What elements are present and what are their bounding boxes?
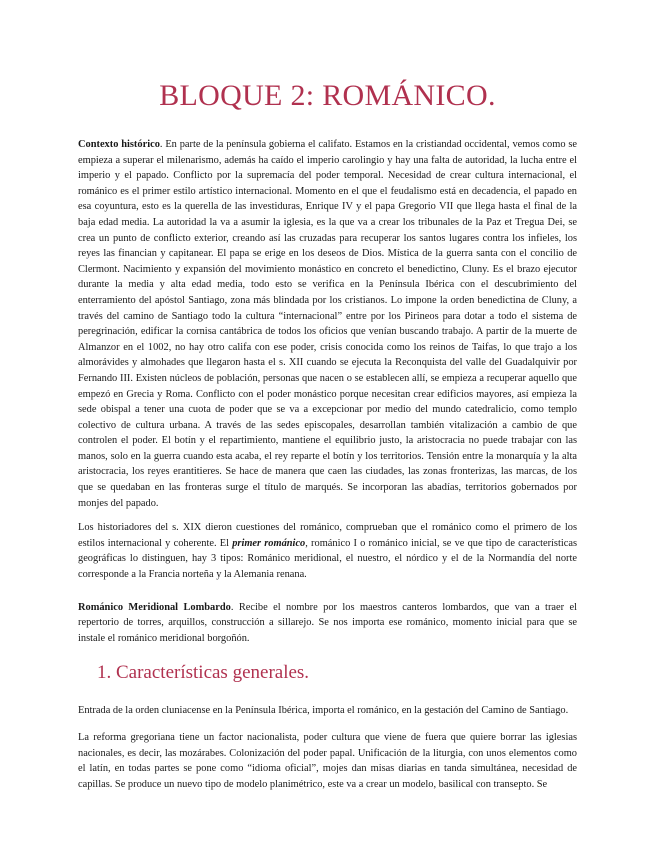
paragraph-lombard-romanesque (78, 600, 577, 647)
paragraph-text: . Recibe el nombre por los maestros canteros lombardos, que van a traer el repertorio de torres, arquillos, construcción a sillarejo. Se nos importa ese románico, momento inicial para que se instale el románico meridional borgoñón. (78, 601, 577, 644)
paragraph-historians (78, 520, 577, 582)
emphasis-primer-romanico: primer románico (232, 537, 306, 549)
document-title: BLOQUE 2: ROMÁNICO. (159, 79, 496, 112)
paragraph-lead: Contexto histórico (78, 139, 160, 150)
paragraph-historical-context (78, 137, 577, 511)
section-heading: 1. Características generales. (97, 662, 310, 684)
section-paragraph: La reforma gregoriana tiene un factor nacionalista, poder cultura que viene de fuera que quiere borrar las iglesias nacionales, es decir, las mozárabes. Colonización del poder papal. Unificación de la liturgia, con unos elementos como el latín, en todas partes se pone como “idioma oficial”, mojes dan misas diarias en tanda simultánea, necesidad de capillas. Se produce un nuevo tipo de modelo planimétrico, este va a crear un modelo, basilical con transepto. Se (78, 732, 577, 790)
section-paragraph: Entrada de la orden cluniacense en la Península Ibérica, importa el románico, en la gestación del Camino de Santiago. (78, 705, 569, 717)
paragraph-text: . En parte de la península gobierna el califato. Estamos en la cristiandad occidental, vemos como se empieza a superar el milenarismo, además ha caído el imperio carolingio y hay una falta de autoridad, la lucha entre el imperio y el papado. Conflicto por la supremacía del poder temporal. Necesidad de crear cultura internacional, el románico es el primer estilo artístico internacional. Momento en el que el feudalismo está en decadencia, el papado en esa coyuntura, esto es la querella de las investiduras, Enrique IV y el papa Gregorio VII que llega hasta el final de la baja edad media. La autoridad la va a asumir la iglesia, es la que va a crear los tribunales de la Paz et Tregua Dei, se crea un punto de conflicto exterior, creando así las cruzadas para recuperar los santos lugares contra los infieles, los reyes las financian y capitanear. El papa se erige en los deseos de Dios. Mística de la guerra santa con el concilio de Clermont. Nacimiento y expansión del movimiento monástico en concreto el benedictino, Cluny. Es el brazo ejecutor durante la media y alta edad media, todo esto se verifica en la Península Ibérica con el descubrimiento del enterramiento del apóstol Santiago, zona más blindada por los cristianos. Lo impone la orden benedictina de Cluny, a través del camino de Santiago todo la cultura “internacional” entre por los Pirineos para dotar a todo el sistema de peregrinación, edificar la cornisa cantábrica de todos los oficios que venían buscando trabajo. A partir de la muerte de Almanzor en el 1002, no hay otro califa con ese poder, crisis conocida como los reinos de Taifas, lo que trajo a los almorávides y almohades que llegaron hasta el s. XII cuando se ejecuta la Reconquista del valle del Guadalquivir por Fernando III. Existen núcleos de población, personas que nacen o se establecen allí, se empieza a recuperar aquello que empezó en Grecia y Roma. Conflicto con el poder monástico porque necesitan crear edificios mayores, así empieza la sede obispal a tener una cuota de poder que se va a excepcionar por medio del mundo catedralicio, como templo colectivo de cultura urbana. A través de las sedes episcopales, desarrollan también vitalización a cambio de que controlen el poder. El botín y el repartimiento, mantiene el equilibrio justo, la aristocracia no puede trabajar con las manos, solo en la guerra cuando esta acaba, el rey reparte el botín y los territorios. Tensión entre la monarquía y la alta aristocracia, los reyes erantitieres. Se hace de manera que caen las ciudades, las zonas fronterizas, las marcas, de los que se quedaban en las fronteras surge el título de marqués. Se incorporan las abadías, territorios gobernados por monjes del papado. (78, 139, 577, 509)
paragraph-text: Los historiadores del s. XIX dieron cuestiones del románico, comprueban que el románico como el primero de los estilos internacional y coherente. El (78, 522, 577, 549)
paragraph-text: , románico I o románico inicial, se ve que tipo de características geográficas lo distinguen, hay 3 tipos: Románico meridional, el nuestro, el nórdico y el de la Normandía del norte corresponde a la Francia norteña y la Alemania renana. (78, 537, 578, 581)
paragraph-lead: Románico Meridional Lombardo (78, 601, 231, 613)
